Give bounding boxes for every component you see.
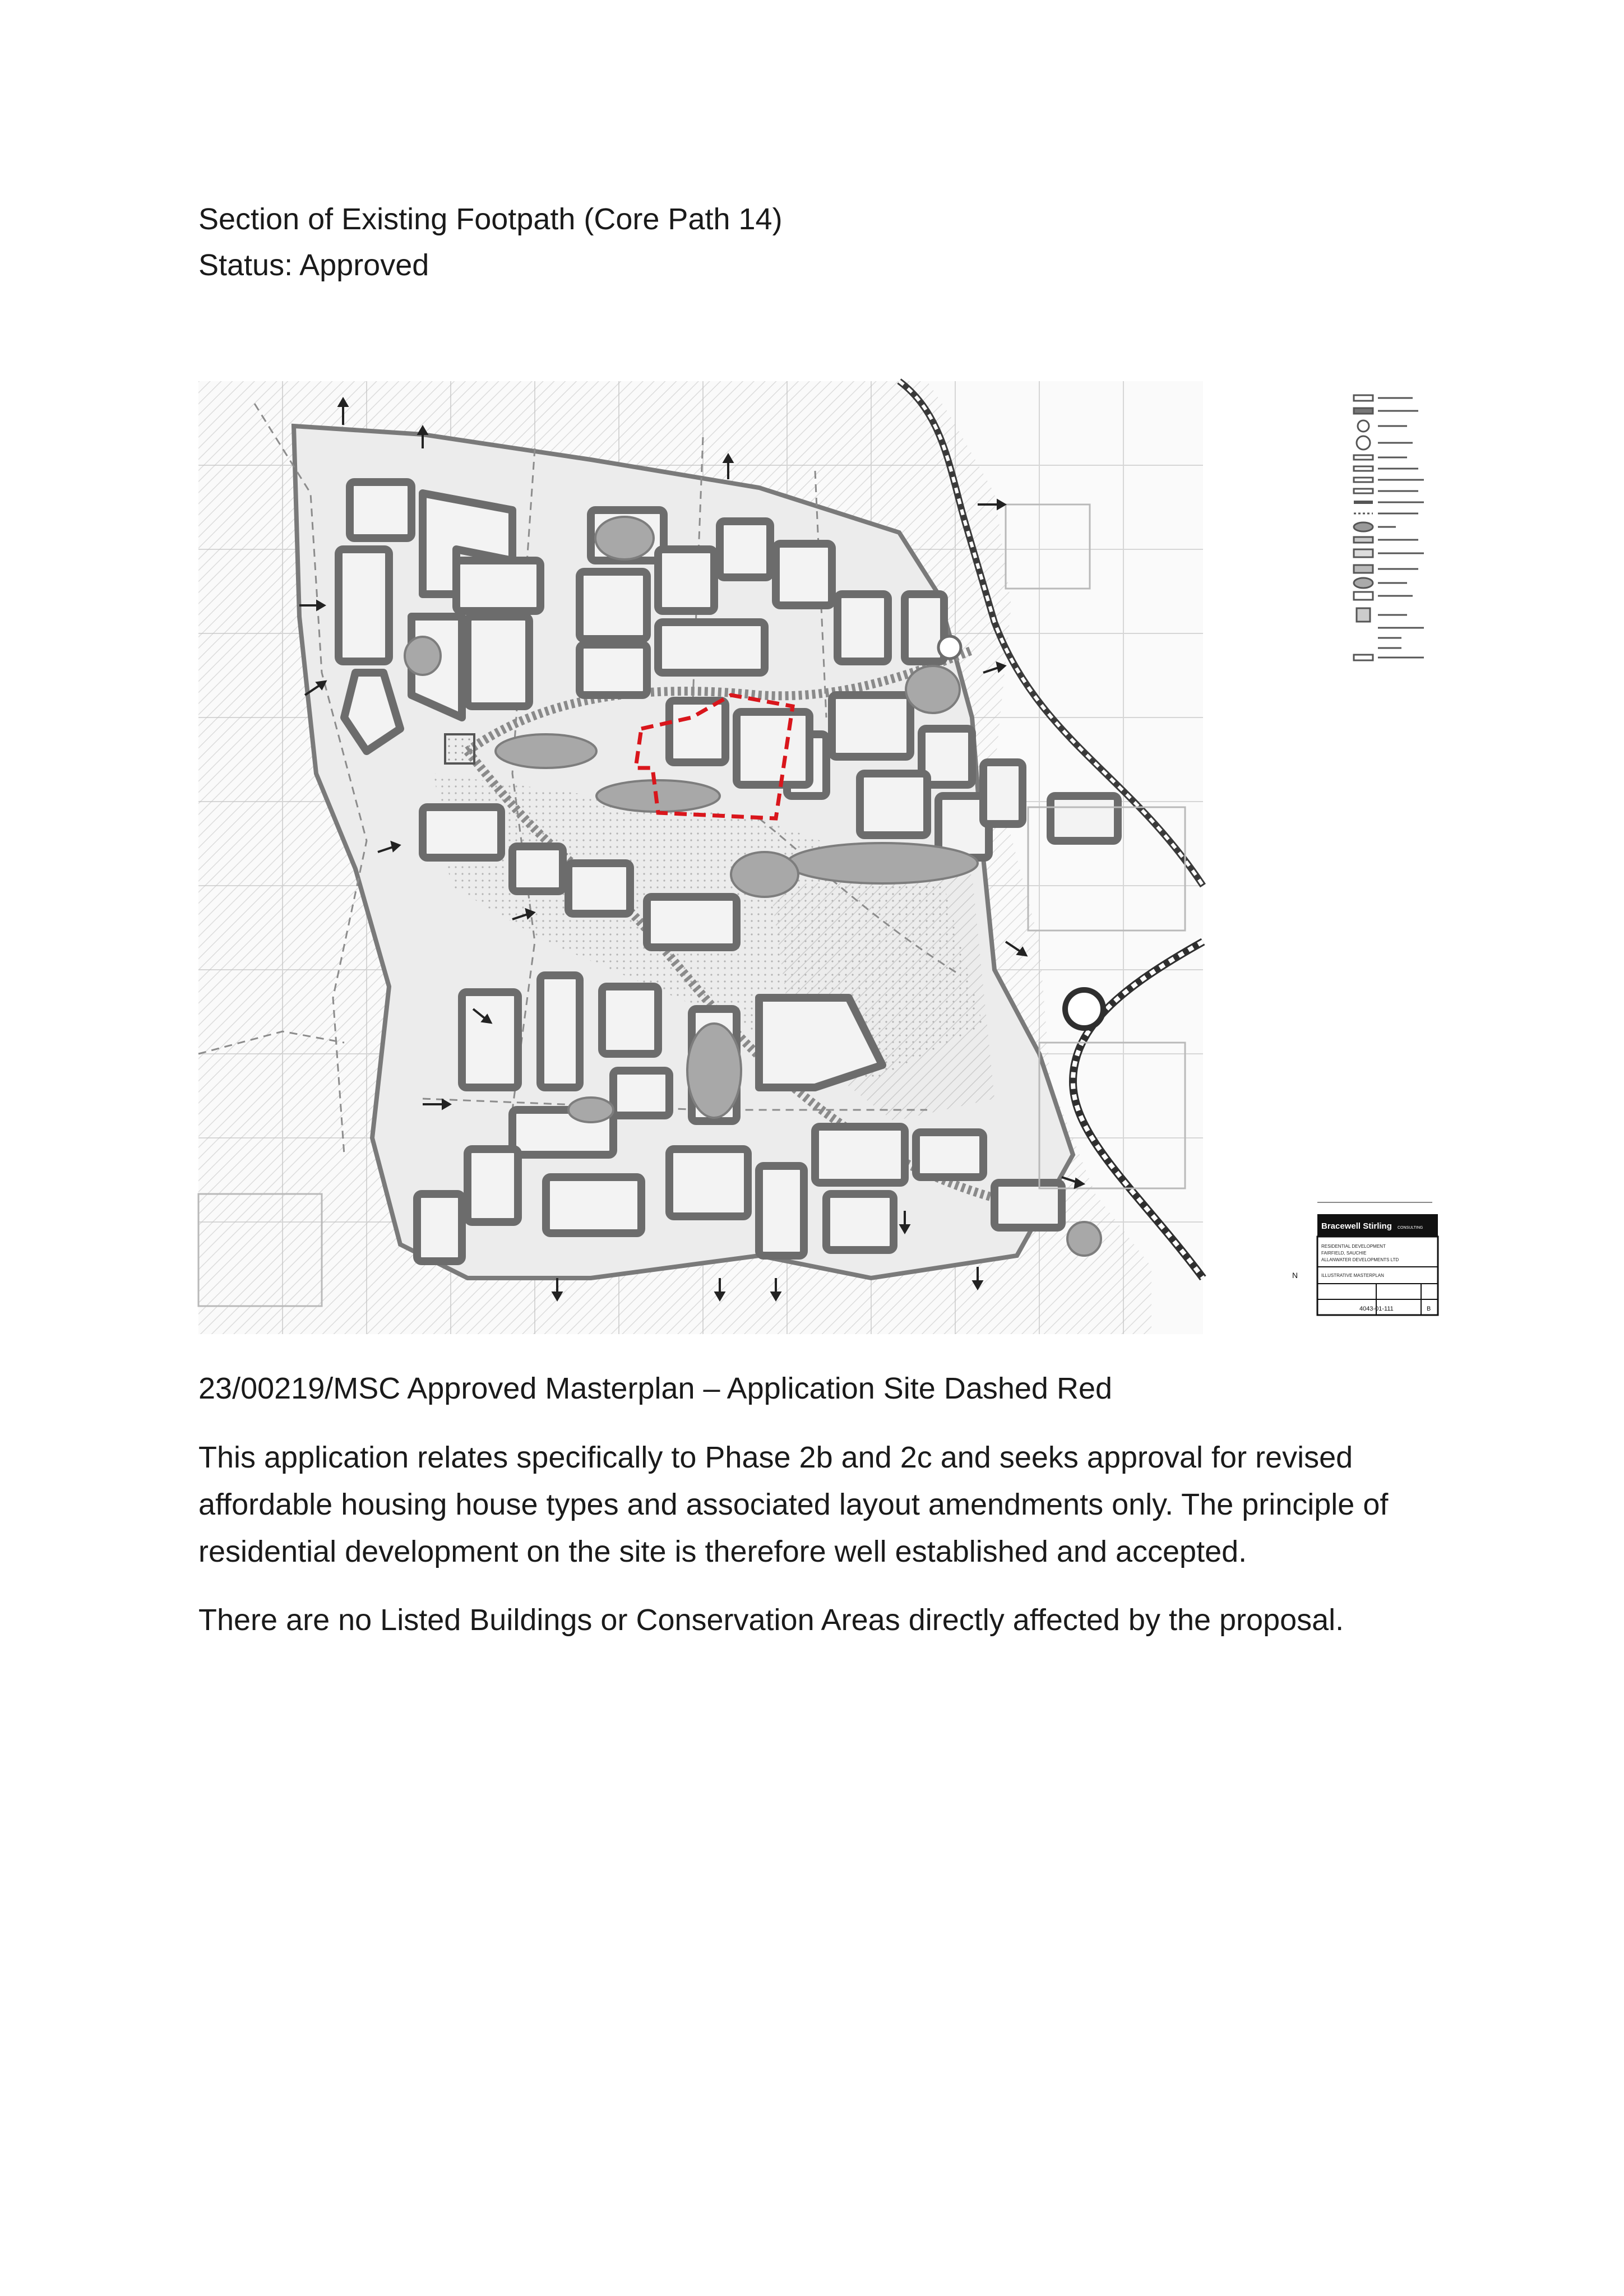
figure-heading: Section of Existing Footpath (Core Path 14) (198, 202, 783, 236)
company-name: Bracewell Stirling (1321, 1221, 1392, 1231)
figure-caption: 23/00219/MSC Approved Masterplan – Application Site Dashed Red (198, 1372, 1113, 1405)
masterplan-drawing (198, 381, 1203, 1334)
status-line: Status: Approved (198, 248, 429, 282)
body-paragraph: This application relates specifically to Phase 2b and 2c and seeks approval for revised affordable housing house types and associated layout amendments only. The principle of residential development on the site is therefore well established and accepted. (198, 1441, 1389, 1568)
project-line-2: FAIRFIELD, SAUCHIE (1321, 1251, 1367, 1256)
body-paragraph: There are no Listed Buildings or Conservation Areas directly affected by the proposal. (198, 1603, 1344, 1637)
north-label: N (1292, 1271, 1298, 1280)
project-line-1: RESIDENTIAL DEVELOPMENT (1321, 1244, 1386, 1249)
plan-legend (1351, 387, 1441, 667)
project-line-3: ALLANWATER DEVELOPMENTS LTD (1321, 1257, 1399, 1262)
company-suffix: CONSULTING (1398, 1226, 1423, 1230)
drawing-number: 4043-01-111 (1359, 1306, 1394, 1312)
drawing-title: ILLUSTRATIVE MASTERPLAN (1321, 1273, 1384, 1278)
drawing-title-block (1292, 1200, 1441, 1334)
drawing-revision: B (1427, 1306, 1431, 1312)
